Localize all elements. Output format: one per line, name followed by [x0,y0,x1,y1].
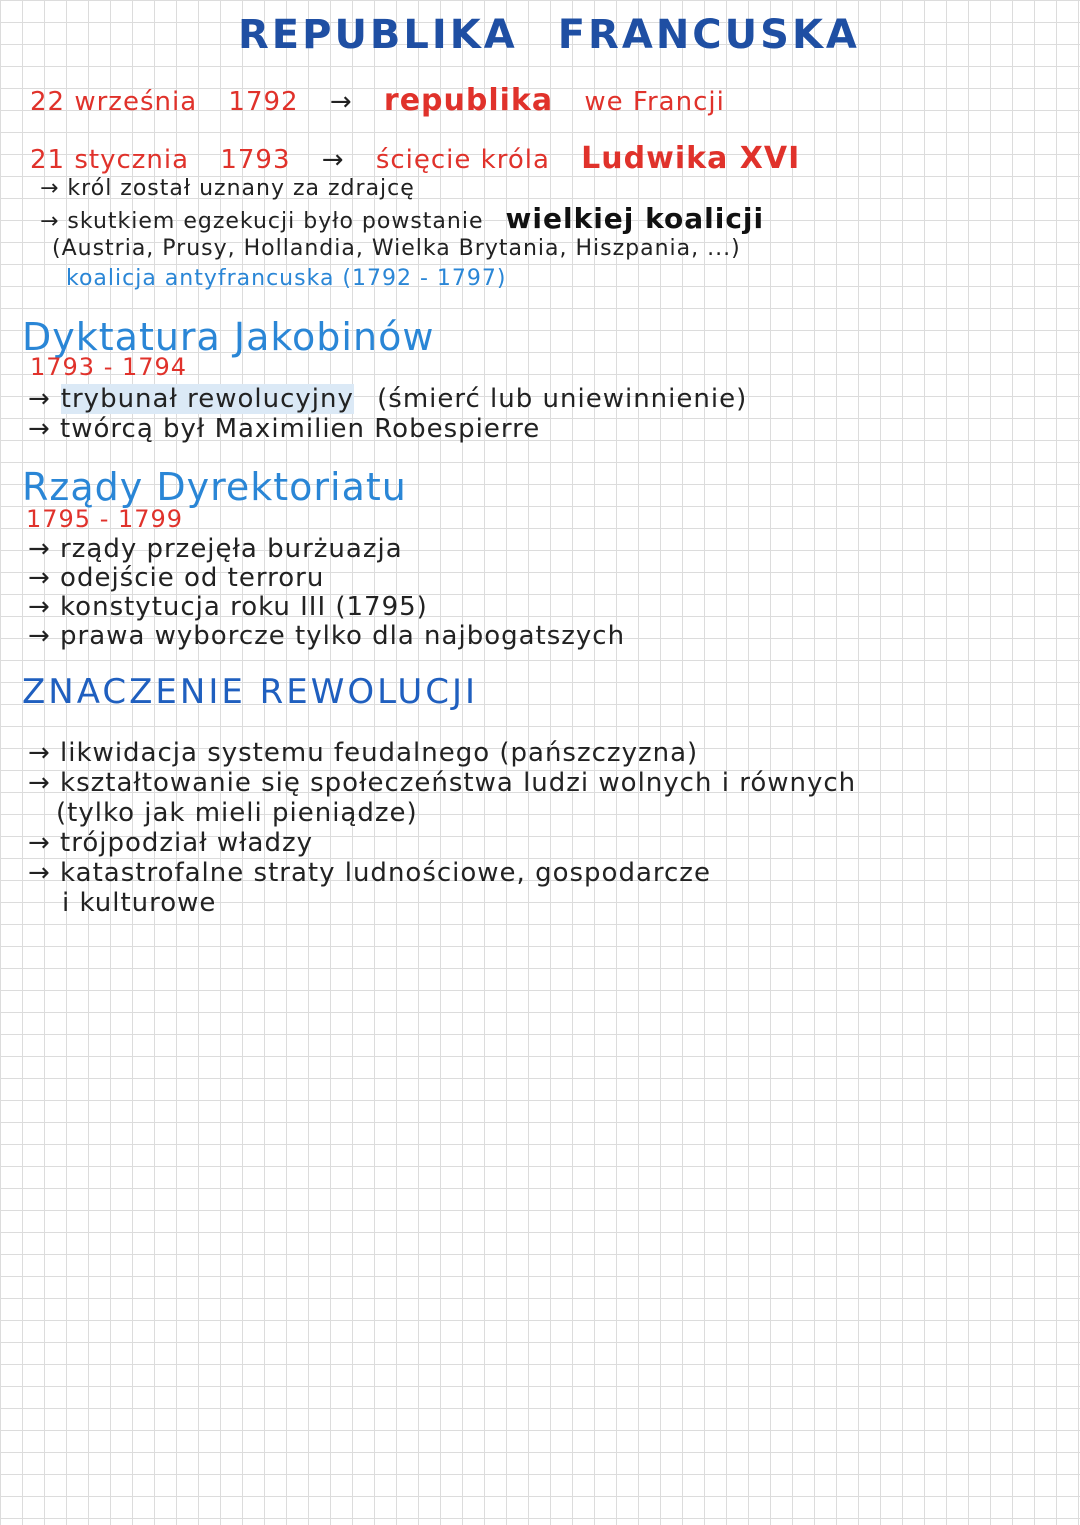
event-1793-arrow: → [321,145,345,175]
directory-years: 1795 - 1799 [26,505,184,533]
jacobins-item-1-rest: (śmierć lub uniewinnienie) [377,384,748,414]
significance-heading: ZNACZENIE REWOLUCJI [22,672,479,712]
event-1793-year: 1793 [220,145,291,175]
execution-line-3: (Austria, Prusy, Hollandia, Wielka Brytania, Hiszpania, ...) [52,236,741,261]
significance-line: → likwidacja systemu feudalnego (pańszczyzna) [28,738,699,768]
directory-item: → konstytucja roku III (1795) [28,592,428,622]
event-1792-year: 1792 [228,87,299,117]
directory-heading: Rządy Dyrektoriatu [22,465,407,509]
significance-line: → katastrofalne straty ludnościowe, gospodarcze [28,858,711,888]
grand-coalition: wielkiej koalicji [505,202,765,235]
jacobins-heading: Dyktatura Jakobinów [22,315,435,359]
event-1792 [30,83,725,118]
event-1793-text: ścięcie króla [375,145,550,175]
directory-item: → odejście od terroru [28,563,325,593]
execution-line-4: koalicja antyfrancuska (1792 - 1797) [66,266,507,291]
event-1793-date: 21 stycznia [30,145,190,175]
event-1793 [30,141,801,176]
significance-line: (tylko jak mieli pieniądze) [56,798,418,828]
significance-line: → kształtowanie się społeczeństwa ludzi wolnych i równych [28,768,857,798]
event-1792-arrow: → [329,87,353,117]
execution-line-2 [40,204,764,237]
jacobins-item-1 [28,384,747,414]
page-title [238,12,860,58]
title-part-2: FRANCUSKA [557,12,860,58]
event-1793-king: Ludwika XVI [581,141,801,176]
jacobins-item-2: → twórcą był Maximilien Robespierre [28,414,541,444]
directory-item: → rządy przejęła burżuazja [28,534,403,564]
significance-line: i kulturowe [62,888,217,918]
revolutionary-tribunal: trybunał rewolucyjny [60,384,354,414]
execution-line-1: → król został uznany za zdrajcę [40,176,415,201]
jacobins-years: 1793 - 1794 [30,353,188,381]
event-1792-date: 22 września [30,87,198,117]
directory-item: → prawa wyborcze tylko dla najbogatszych [28,621,626,651]
jacobins-item-1-arrow: → [28,384,51,414]
title-part-1: REPUBLIKA [238,12,518,58]
event-1792-rest: we Francji [584,87,725,117]
event-1792-republic: republika [383,83,554,118]
significance-line: → trójpodział władzy [28,828,313,858]
execution-line-2-prefix: → skutkiem egzekucji było powstanie [40,209,484,234]
